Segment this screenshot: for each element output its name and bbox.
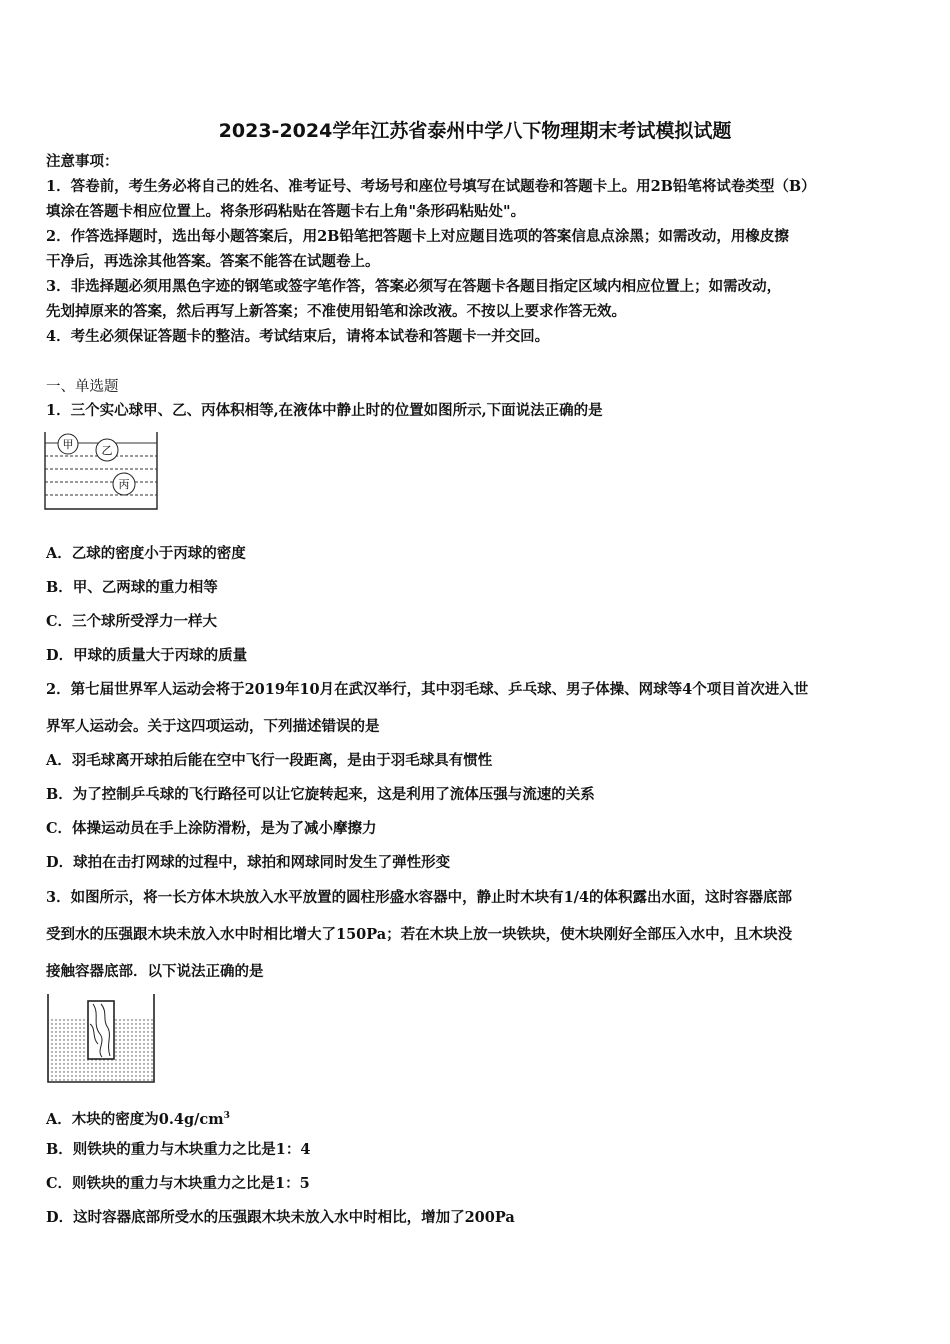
q3-option-a: A．木块的密度为$0.4g/cm^3$ — [46, 1110, 230, 1128]
notice-line: 4．考生必须保证答题卡的整洁。考试结束后，请将本试卷和答题卡一并交回。 — [46, 328, 550, 345]
ball-jia-label: 甲 — [62, 438, 74, 451]
q3-option-d: D．这时容器底部所受水的压强跟木块未放入水中时相比，增加了200Pa — [46, 1209, 515, 1226]
q1-option-c: C．三个球所受浮力一样大 — [46, 613, 218, 630]
q2-option-d: D．球拍在击打网球的过程中，球拍和网球同时发生了弹性形变 — [46, 854, 451, 871]
notice-line: 干净后，再选涂其他答案。答案不能答在试题卷上。 — [46, 253, 380, 270]
question-3-stem: 3．如图所示，将一长方体木块放入水平放置的圆柱形盛水容器中，静止时木块有1/4的体积露出水面，这时容器底部 — [46, 889, 793, 906]
notice-line: 2．作答选择题时，选出每小题答案后，用2B铅笔把答题卡上对应题目选项的答案信息点涂黑；如需改动，用橡皮擦 — [46, 228, 789, 245]
q3-figure — [46, 994, 158, 1086]
q2-option-c: C．体操运动员在手上涂防滑粉，是为了减小摩擦力 — [46, 820, 377, 837]
q1-option-b: B．甲、乙两球的重力相等 — [46, 579, 218, 596]
question-3-stem: 接触容器底部．以下说法正确的是 — [46, 963, 264, 980]
question-1-stem: 1．三个实心球甲、乙、丙体积相等,在液体中静止时的位置如图所示,下面说法正确的是 — [46, 402, 603, 419]
q1-option-a: A．乙球的密度小于丙球的密度 — [46, 545, 246, 562]
q1-option-d: D．甲球的质量大于丙球的质量 — [46, 647, 248, 664]
notice-heading: 注意事项： — [46, 153, 119, 170]
q1-figure — [44, 432, 160, 512]
question-2-stem: 2．第七届世界军人运动会将于2019年10月在武汉举行，其中羽毛球、乒乓球、男子体操、网球等4个项目首次进入世 — [46, 681, 809, 698]
notice-line: 3．非选择题必须用黑色字迹的钢笔或签字笔作答，答案必须写在答题卡各题目指定区域内相应位置上；如需改动， — [46, 278, 782, 295]
page-title: 2023-2024学年江苏省泰州中学八下物理期末考试模拟试题 — [218, 120, 732, 142]
question-2-stem: 界军人运动会。关于这四项运动，下列描述错误的是 — [46, 718, 380, 735]
ball-yi-label: 乙 — [101, 444, 113, 457]
section-heading: 一、单选题 — [46, 379, 119, 395]
notice-line: 先划掉原来的答案，然后再写上新答案；不准使用铅笔和涂改液。不按以上要求作答无效。 — [46, 303, 626, 320]
question-3-stem: 受到水的压强跟木块未放入水中时相比增大了150Pa；若在木块上放一块铁块，使木块刚好全部压入水中，且木块没 — [46, 926, 793, 943]
q2-option-a: A．羽毛球离开球拍后能在空中飞行一段距离，是由于羽毛球具有惯性 — [46, 752, 493, 769]
ball-bing-label: 丙 — [118, 478, 130, 491]
q3-option-b: B．则铁块的重力与木块重力之比是1：4 — [46, 1141, 311, 1158]
q3-option-c: C．则铁块的重力与木块重力之比是1：5 — [46, 1175, 310, 1192]
q2-option-b: B．为了控制乒乓球的飞行路径可以让它旋转起来，这是利用了流体压强与流速的关系 — [46, 786, 595, 803]
notice-line: 1．答卷前，考生务必将自己的姓名、准考证号、考场号和座位号填写在试题卷和答题卡上。用2B铅笔将试卷类型（B） — [46, 178, 816, 195]
notice-line: 填涂在答题卡相应位置上。将条形码粘贴在答题卡右上角"条形码粘贴处"。 — [46, 203, 526, 220]
